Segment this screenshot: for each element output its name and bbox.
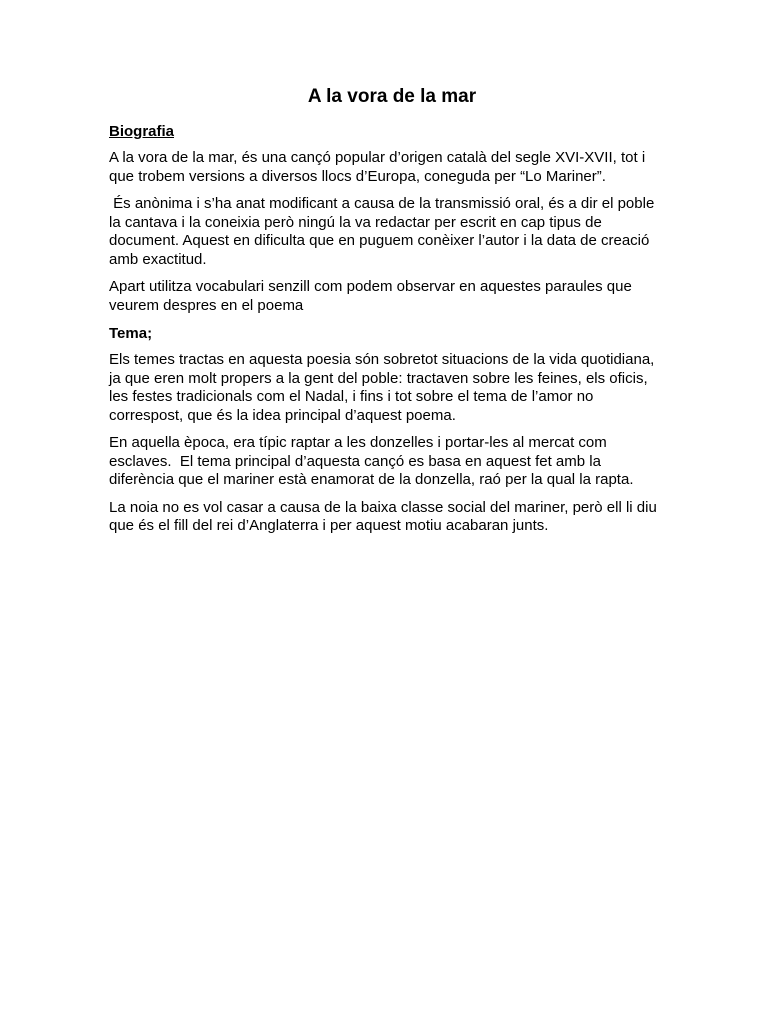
paragraph: A la vora de la mar, és una cançó popular d’origen català del segle XVI-XVII, tot i que trobem versions a diversos llocs d’Europa, coneguda per “Lo Mariner”. (109, 149, 646, 185)
paragraph: Apart utilitza vocabulari senzill com podem observar en aquestes paraules que veurem despres en el poema (109, 278, 632, 314)
document-title: A la vora de la mar (307, 86, 477, 107)
paragraph: En aquella època, era típic raptar a les donzelles i portar-les al mercat com esclaves. El tema principal d’aquesta cançó es basa en aquest fet amb la diferència que el mariner està enamorat de la donzella, raó per la qual la rapta. (109, 434, 634, 488)
paragraph: Els temes tractas en aquesta poesia són sobretot situacions de la vida quotidiana, ja que eren molt propers a la gent del poble: tractaven sobre les feines, els oficis, les festes tradicionals com el Nadal, i fins i tot sobre el tema de l’amor no correspost, que és la idea principal d’aquest poema. (109, 351, 655, 424)
paragraph: La noia no es vol casar a causa de la baixa classe social del mariner, però ell li diu que és el fill del rei d’Anglaterra i per aquest motiu acabaran junts. (109, 498, 657, 534)
section-heading-tema: Tema; (109, 325, 153, 342)
document-page (109, 84, 665, 545)
section-heading-biografia: Biografia (109, 123, 175, 140)
paragraph: És anònima i s’ha anat modificant a causa de la transmissió oral, és a dir el poble la cantava i la coneixia però ningú la va redactar per escrit en cap tipus de document. Aquest en dificulta que en puguem conèixer l’autor i la data de creació amb exactitud. (109, 195, 659, 268)
